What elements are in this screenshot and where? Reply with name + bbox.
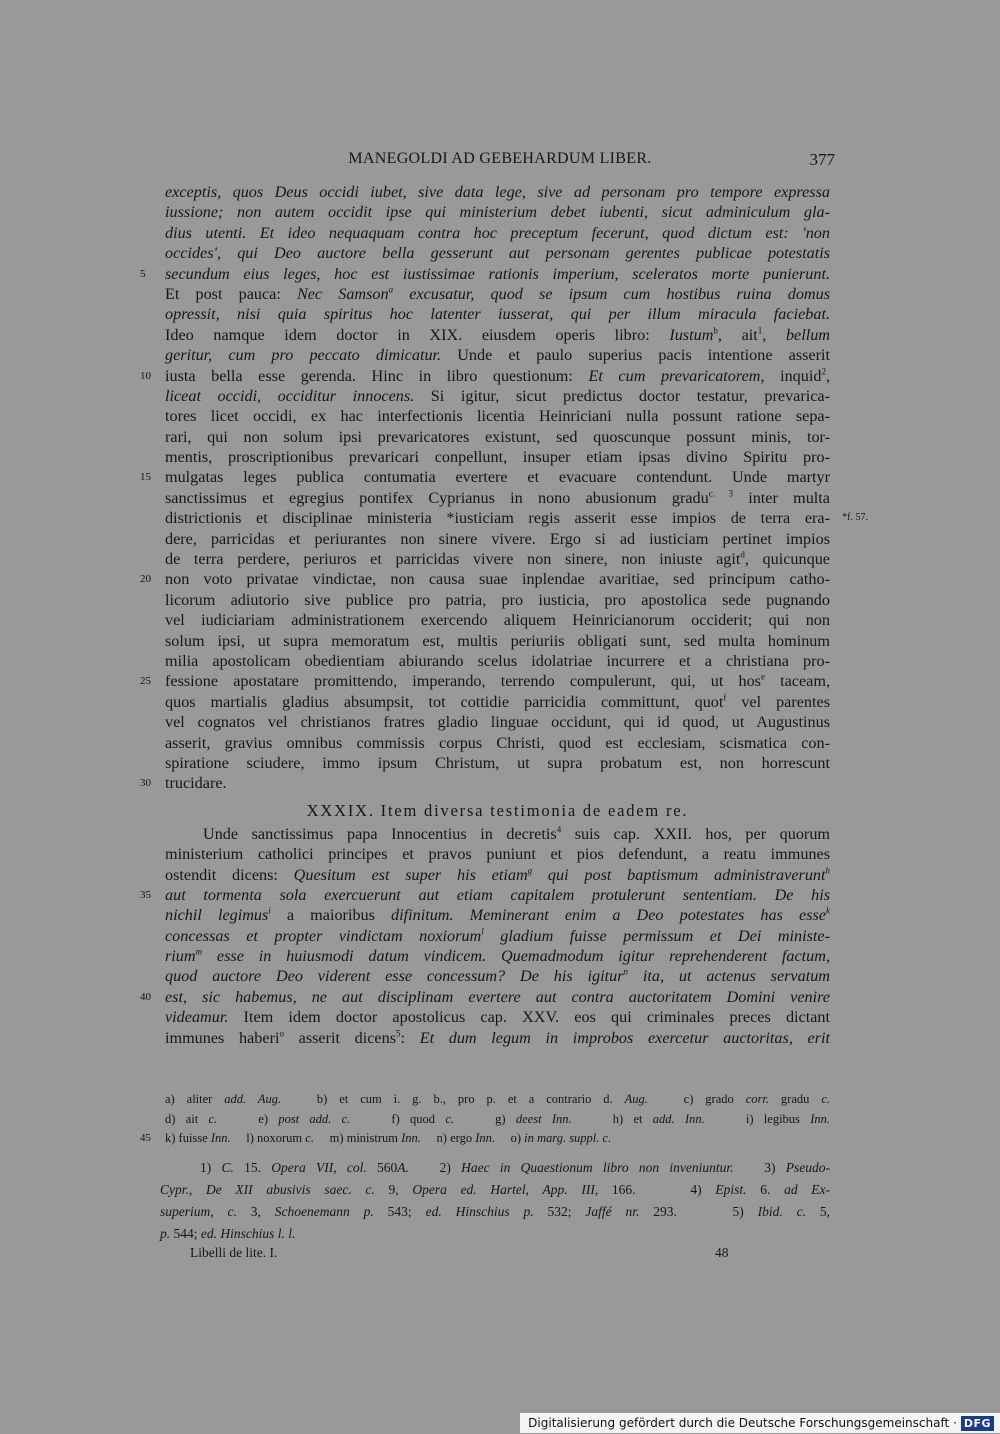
text-line: videamur. Item idem doctor apostolicus cap. XXV. eos qui criminales preces dictant (165, 1008, 830, 1027)
text-line: 35 aut tormenta sola exercuerunt aut etiam capitalem protulerunt sententiam. De his (140, 885, 830, 904)
text-line: tores licet occidi, ex hac interfectionis licentia Heinriciani nulla possunt ratione sepa- (165, 407, 830, 426)
text-line: asserit, gravius omnibus commissis corpus Christi, quod est ecclesiam, scismatica con- (165, 733, 830, 752)
apparatus-line: a) aliter add. Aug. b) et cum i. g. b., pro p. et a contrario d. Aug. c) grado corr. gradu c. (165, 1092, 830, 1106)
footnote-line: Cypr., De XII abusivis saec. c. 9, Opera ed. Hartel, App. III, 166. 4) Epist. 6. ad Ex- (160, 1182, 831, 1197)
text-line: 25 fessione apostatare promittendo, imperando, terrendo compulerunt, qui, ut hos$^e$ taceam, (140, 671, 831, 691)
text-line: nichil legimus$^i$ a maioribus difinitum. Meminerant enim a Deo potestates has esse$^k$ (165, 905, 830, 925)
text-line: 20 non voto privatae vindictae, non causa suae inplendae avaritiae, sed principum catho- (140, 570, 830, 589)
series-signature: Libelli de lite. I. (190, 1245, 278, 1260)
main-text (0, 182, 1000, 1048)
text-line: dere, parricidas et periurantes non sinere vivere. Ergo si ad iusticiam pertinet impios (165, 529, 830, 548)
running-title: MANEGOLDI AD GEBEHARDUM LIBER. (348, 150, 652, 167)
dfg-logo: DFG (961, 1416, 994, 1431)
text-line: ostendit dicens: Quesitum est super his etiam$^g$ qui post baptismum administraverunt$^h$ (165, 865, 831, 884)
text-line: 30 trucidare. (140, 774, 227, 793)
text-line: 15 mulgatas leges publica contumatia evertere et evacuare contendunt. Unde martyr (140, 468, 830, 487)
text-line: opressit, nisi quia spiritus hoc latenter iusserat, qui per illum miracula faciebat. (165, 305, 830, 324)
text-line: iussione; non autem occidit ipse qui ministerium debet iubenti, sicut adminiculum gla- (165, 203, 830, 222)
text-line: licorum adiutorio sive publice pro patria, pro iusticia, pro apostolica sede pugnando (165, 590, 830, 609)
text-line: quod auctore Deo viderent esse concessum? De his igitur$^n$ ita, ut actenus servatum (165, 967, 830, 986)
text-line: vel cognatos vel christianos fratres gladio linguae occidunt, qui id quod, ut Augustinus (165, 713, 830, 732)
text-line: sanctissimus et egregius pontifex Cyprianus in nono abusionum gradu$^{c. 3}$ inter multa (165, 488, 830, 507)
text-line: solum ipsi, ut supra memoratum est, multis periuriis obligati sunt, sed multa hominum (165, 631, 830, 650)
text-line: mentis, proscriptionibus prevaricari conpellunt, insuper etiam ipsas divino Spiritu pro- (165, 448, 830, 467)
text-line: quos martialis gladius absumpsit, tot cottidie parricidia committunt, quot$^f$ vel parentes (165, 692, 830, 711)
apparatus-line: d) ait c. e) post add. c. f) quod c. g) deest Inn. h) et add. Inn. i) legibus Inn. (165, 1111, 830, 1126)
text-line: de terra perdere, periuros et parricidas vivere non sinere, non iniuste agit$^d$, quicunque (165, 549, 830, 569)
text-line: 5 secundum eius leges, hoc est iustissimae rationis imperium, sceleratos morte punierunt. (140, 264, 830, 283)
margin-note: *f. 57. (842, 512, 868, 524)
footnote-line: p. 544; ed. Hinschius l. l. (160, 1226, 296, 1241)
text-line: milia apostolicam obedientiam abiurando scelus idolatriae incurrere et a christiana pro- (165, 651, 830, 670)
text-line: 40 est, sic habemus, ne aut disciplinam evertere aut contra auctoritatem Domini venire (140, 987, 830, 1006)
running-header (165, 150, 835, 174)
line-number: 35 (140, 888, 151, 901)
line-number: 5 (140, 267, 146, 280)
text-line: Unde sanctissimus papa Innocentius in decretis$^4$ suis cap. XXII. hos, per quorum (203, 824, 831, 843)
text-line: immunes haberi$^o$ asserit dicens$^5$: Et dum legum in improbos exercetur auctoritas, erit (165, 1028, 831, 1047)
text-line: geritur, cum pro peccato dimicatur. Unde et paulo superius pacis intentione asserit (165, 346, 830, 365)
source-footnotes (0, 1157, 1000, 1245)
chapter-heading: XXXIX. Item diversa testimonia de eadem re. (306, 800, 689, 820)
text-line: rari, qui non solum ipsi prevaricatores existunt, sed quoscunque possunt minis, tor- (165, 427, 830, 446)
text-line: spiratione sciudere, immo ipsum Christum, ut supra probatum est, non horrescunt (165, 753, 830, 772)
line-number: 20 (140, 573, 151, 586)
line-number: 45 (140, 1132, 151, 1144)
apparatus-line: 45 k) fuisse Inn. l) noxorum c. m) ministrum Inn. n) ergo Inn. o) in marg. suppl. c. (165, 1129, 830, 1149)
line-number: 15 (140, 471, 151, 484)
footnote-line: 1) C. 15. Opera VII, col. 560A. 2) Haec in Quaestionum libro non inveniuntur. 3) Pseudo- (200, 1160, 831, 1175)
digitization-credit (520, 1413, 1000, 1433)
text-line: *f. 57. districtionis et disciplinae ministeria *iusticiam regis asserit esse impios de terra era- (165, 509, 868, 528)
credit-text: Digitalisierung gefördert durch die Deutsche Forschungsgemeinschaft · (528, 1416, 957, 1430)
text-line: occides', qui Deo auctore bella gesserunt aut personam gerentes publicae potestatis (165, 244, 830, 263)
text-line: rium$^m$ esse in huiusmodi datum vindicem. Quemadmodum igitur reprehenderent factum, (165, 946, 830, 966)
page-number: 377 (809, 150, 835, 169)
line-number: 10 (140, 369, 151, 382)
sheet-number: 48 (715, 1245, 729, 1260)
text-line: concessas et propter vindictam noxiorum$^l$ gladium fuisse permissum et Dei ministe- (165, 926, 830, 945)
line-number: 40 (140, 990, 151, 1003)
text-line: ministerium catholici principes et pravos puniunt et pios defendunt, a reatu immunes (165, 845, 830, 864)
line-number: 30 (140, 777, 151, 790)
footnote-line: superium, c. 3, Schoenemann p. 543; ed. Hinschius p. 532; Jaffé nr. 293. 5) Ibid. c. 5, (160, 1204, 831, 1219)
signature-line (190, 1245, 750, 1265)
text-line: vel iudiciariam administrationem exercendo aliquem Heinricianorum occiderit; qui non (165, 611, 830, 630)
text-line: exceptis, quos Deus occidi iubet, sive data lege, sive ad personam pro tempore expressa (165, 183, 830, 201)
critical-apparatus (0, 1090, 1000, 1149)
line-number: 25 (140, 675, 151, 688)
text-line: Ideo namque idem doctor in XIX. eiusdem operis libro: Iustum$^b$, ait$^1$, bellum (165, 325, 830, 344)
text-line: 10 iusta bella esse gerenda. Hinc in libro questionum: Et cum prevaricatorem, inquid$^2$, (140, 366, 830, 385)
text-line: liceat occidi, occiditur innocens. Si igitur, sicut predictus doctor testatur, prevarica- (165, 386, 830, 405)
text-line: Et post pauca: Nec Samson$^a$ excusatur, quod se ipsum cum hostibus ruina domus (165, 284, 831, 303)
text-line: dius utenti. Et ideo nequaquam contra hoc preceptum fecerunt, quod dictum est: 'non (165, 223, 830, 242)
